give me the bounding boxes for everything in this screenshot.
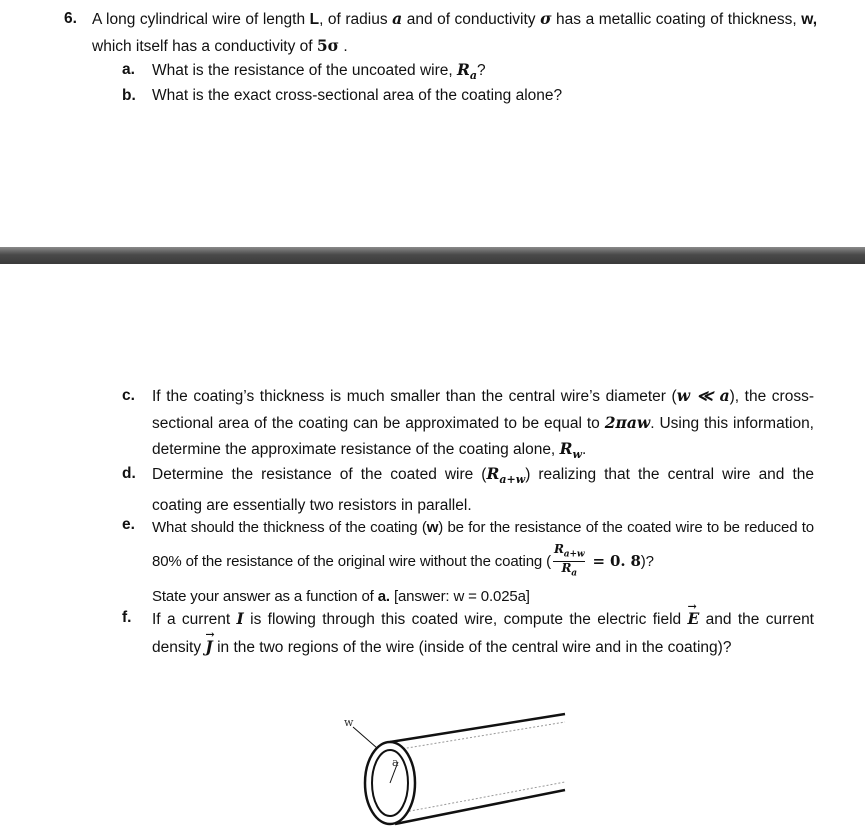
question-number: 6. [64, 10, 77, 27]
part-a-label: a. [122, 61, 135, 78]
part-d-label: d. [122, 465, 136, 482]
a-label: a [392, 756, 399, 769]
coated-wire-drawing [335, 712, 575, 827]
cylinder-inner-bottom-edge [405, 782, 565, 812]
coated-wire-figure [335, 712, 575, 832]
part-c-label: c. [122, 387, 135, 404]
w-leader-line [353, 727, 377, 748]
part-b-text: What is the exact cross-sectional area of the coating alone? [152, 87, 563, 104]
part-d-text: Determine the resistance of the coated wire $(R_{a+w})$ realizing that the central wire and the coating are essentially two resistors in parallel. [152, 464, 814, 514]
part-a-text: What is the resistance of the uncoated wire, $R_a$? [152, 60, 486, 83]
part-c-text: If the coating’s thickness is much smaller than the central wire’s diameter (w ≪ a), the cross-sectional area of the coating can be approximated to be equal to 2πaw. Using this information, determine the approximate resistance of the coating alone, $R_w$. [152, 386, 815, 462]
part-f-label: f. [122, 609, 132, 626]
question-text: A long cylindrical wire of length L, of radius a and of conductivity σ has a metallic coating of thickness, w, which itself has a conductivity of 5σ . [92, 9, 818, 55]
cylinder-top-edge [390, 714, 565, 742]
w-label: w [344, 716, 354, 729]
part-f-text: If a current I is flowing through this coated wire, compute the electric field → E and the current density → J in the two regions of the wire (inside of the central wire and in the coating)? [152, 605, 814, 661]
page-break-bar [0, 247, 865, 264]
part-e-text: What should the thickness of the coating (w) be for the resistance of the coated wire to be reduced to 80% of the resistance of the original wire without the coating ( $\frac{R_{a+w}}{R_a}$ = 0. 8)? State your answer as a function of a. [answer: w = 0.025a] [152, 519, 814, 605]
part-b-label: b. [122, 87, 136, 104]
part-e-label: e. [122, 516, 135, 533]
ratio-fraction: $\frac{R_{a+w}}{R_a}$ [553, 542, 585, 579]
cylinder-bottom-edge [395, 790, 565, 824]
